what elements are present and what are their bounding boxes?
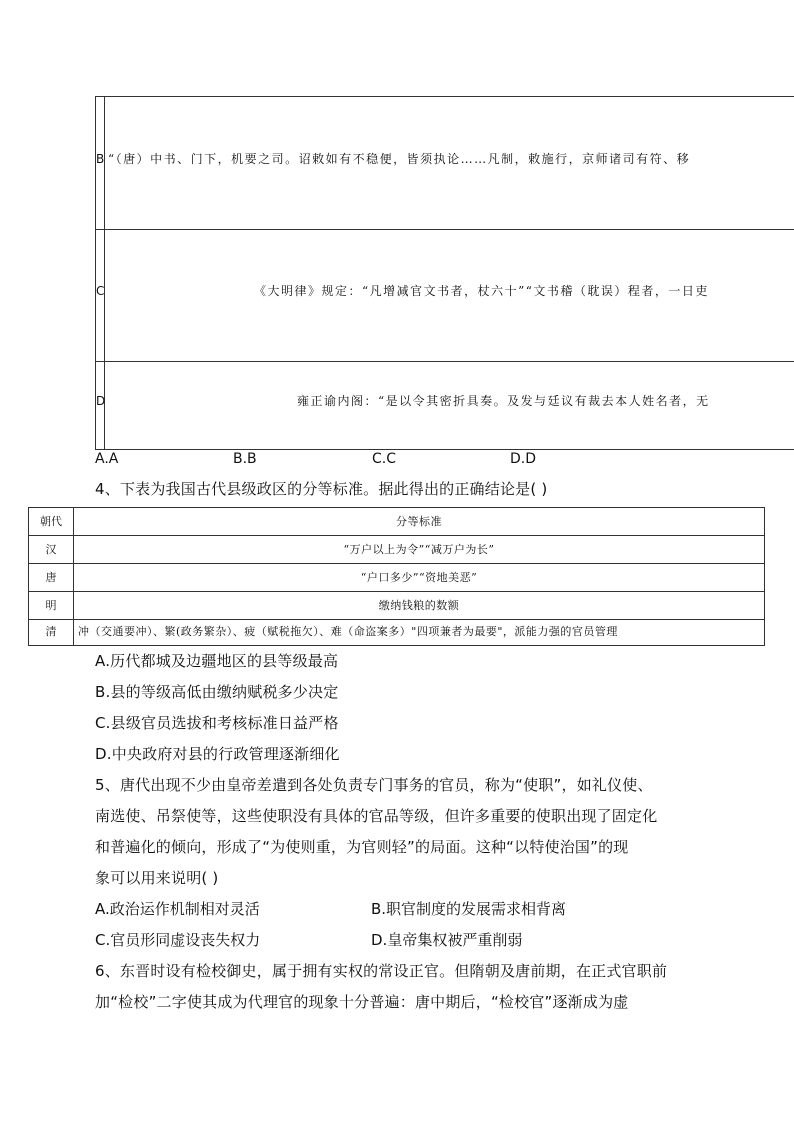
q5-stem-line: 南选使、吊祭使等，这些使职没有具体的官品等级，但许多重要的使职出现了固定化 — [95, 807, 658, 825]
q4-option-c[interactable]: C.县级官员选拔和考核标准日益严格 — [95, 714, 339, 732]
dynasty-cell: 明 — [29, 592, 74, 619]
option-letter: B — [96, 152, 105, 166]
standard-cell: 冲（交通要冲）、繁(政务繁杂）、疲（赋税拖欠）、难（命盗案多）"四项兼者为最要"，派能力强的官员管理 — [78, 625, 618, 638]
answer-choice-b[interactable]: B.B — [233, 451, 257, 467]
q4-option-b[interactable]: B.县的等级高低由缴纳赋税多少决定 — [95, 683, 339, 701]
option-text: 《大明律》规定：“凡增减官文书者，杖六十”“文书稽（耽误）程者，一日吏 — [254, 284, 709, 298]
q5-options-row-2 — [95, 929, 695, 949]
q3-option-row-b — [96, 97, 794, 230]
option-letter: C — [96, 284, 105, 298]
q3-options-table — [95, 96, 794, 450]
q3-option-row-c — [96, 229, 794, 362]
q4-option-a[interactable]: A.历代都城及边疆地区的县等级最高 — [95, 652, 339, 670]
dynasty-cell: 唐 — [29, 564, 74, 591]
standard-cell: “户口多少”“资地美恶” — [360, 571, 478, 584]
q4-dynasty-table — [28, 507, 765, 646]
q3-option-row-d — [96, 361, 794, 449]
q5-option-c[interactable]: C.官员形同虚设丧失权力 — [95, 931, 261, 949]
option-text: “（唐）中书、门下，机要之司。诏敕如有不稳便，皆须执论……凡制，敕施行，京师诸司有符、移 — [108, 152, 691, 166]
dynasty-cell: 清 — [29, 619, 74, 645]
header-standard: 分等标准 — [396, 515, 442, 528]
q5-options-row-1 — [95, 898, 695, 918]
q4-stem: 4、下表为我国古代县级政区的分等标准。据此得出的正确结论是( ) — [95, 480, 548, 498]
q5-option-d[interactable]: D.皇帝集权被严重削弱 — [371, 931, 523, 949]
header-dynasty: 朝代 — [29, 508, 74, 535]
table-header-row — [29, 508, 764, 536]
q5-stem-line: 5、唐代出现不少由皇帝差遣到各处负责专门事务的官员，称为“使职”，如礼仪使、 — [95, 776, 653, 794]
q5-stem-line: 和普遍化的倾向，形成了“为使则重，为官则轻”的局面。这种“以特使治国”的现 — [95, 838, 629, 856]
q5-option-b[interactable]: B.职官制度的发展需求相背离 — [371, 900, 567, 918]
q5-stem-line: 象可以用来说明( ) — [95, 869, 219, 887]
q3-answer-choices — [0, 451, 794, 469]
standard-cell: 缴纳钱粮的数额 — [378, 599, 460, 612]
table-row — [29, 564, 764, 592]
table-row — [29, 619, 764, 645]
table-row — [29, 536, 764, 564]
q6-stem-line: 6、东晋时设有检校御史，属于拥有实权的常设正官。但隋朝及唐前期，在正式官职前 — [95, 962, 668, 980]
q5-option-a[interactable]: A.政治运作机制相对灵活 — [95, 900, 260, 918]
standard-cell: “万户以上为令”“减万户为长” — [343, 543, 495, 556]
option-text: 雍正谕内阁：“是以令其密折具奏。及发与廷议有裁去本人姓名者，无 — [297, 394, 710, 408]
option-letter: D — [96, 394, 106, 408]
answer-choice-c[interactable]: C.C — [372, 451, 397, 467]
q4-option-d[interactable]: D.中央政府对县的行政管理逐渐细化 — [95, 745, 340, 763]
answer-choice-d[interactable]: D.D — [510, 451, 537, 467]
q6-stem-line: 加“检校”二字使其成为代理官的现象十分普遍：唐中期后，“检校官”逐渐成为虚 — [95, 993, 629, 1011]
answer-choice-a[interactable]: A.A — [95, 451, 119, 467]
table-row — [29, 592, 764, 620]
dynasty-cell: 汉 — [29, 536, 74, 563]
